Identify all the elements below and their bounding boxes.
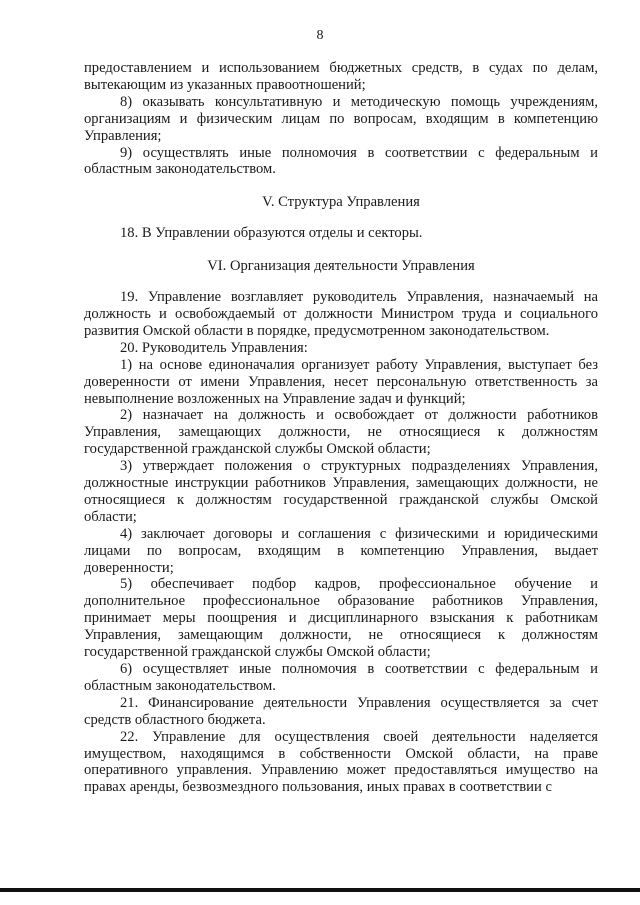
spacer — [84, 275, 598, 289]
paragraph-20-item-4: 4) заключает договоры и соглашения с физическими и юридическими лицами по вопросам, входящим в компетенцию Управления, выдает доверенности; — [84, 525, 598, 576]
paragraph-20-item-1: 1) на основе единоначалия организует работу Управления, выступает без доверенности от имени Управления, несет персональную ответственность за невыполнение возложенных на Управление задач и функций; — [84, 356, 598, 407]
spacer — [84, 211, 598, 225]
paragraph-continuation: предоставлением и использованием бюджетных средств, в судах по делам, вытекающим из указанных правоотношений; — [84, 60, 598, 93]
scan-bottom-edge — [0, 888, 640, 892]
spacer — [84, 178, 598, 194]
page-number: 8 — [316, 28, 324, 43]
paragraph-20: 20. Руководитель Управления: — [120, 339, 308, 356]
paragraph-20-item-6: 6) осуществляет иные полномочия в соответствии с федеральным и областным законодательством. — [84, 661, 598, 694]
section-heading-v: V. Структура Управления — [262, 194, 420, 211]
paragraph-19: 19. Управление возглавляет руководитель Управления, назначаемый на должность и освобождаемый от должности Министром труда и социального развития Омской области в порядке, предусмотренном законодательством. — [84, 289, 598, 339]
paragraph-item-8: 8) оказывать консультативную и методическую помощь учреждениям, организациям и физическим лицам по вопросам, входящим в компетенцию Управления; — [84, 93, 598, 144]
paragraph-20-item-2: 2) назначает на должность и освобождает от должности работников Управления, замещающих должности, не относящиеся к должностям государственной гражданской службы Омской области; — [84, 407, 598, 458]
paragraph-18: 18. В Управлении образуются отделы и секторы. — [120, 225, 423, 242]
paragraph-20-item-5: 5) обеспечивает подбор кадров, профессиональное обучение и дополнительное профессиональное образование работников Управления, принимает меры поощрения и дисциплинарного взыскания к работникам Управления, замещающим должности, не относящиеся к должностям государственной гражданской службы Омской области; — [84, 576, 598, 661]
document-body — [84, 60, 598, 796]
paragraph-21: 21. Финансирование деятельности Управления осуществляется за счет средств областного бюджета. — [84, 694, 598, 728]
paragraph-22: 22. Управление для осуществления своей деятельности наделяется имуществом, находящимся в собственности Омской области, на праве оперативного управления. Управлению может предоставляться имущество на правах аренды, безвозмездного пользования, иных правах в соответствии с — [84, 728, 598, 796]
paragraph-20-item-3: 3) утверждает положения о структурных подразделениях Управления, должностные инструкции работников Управления, замещающих должности, не относящиеся к должностям государственной гражданской службы Омской области; — [84, 458, 598, 525]
spacer — [84, 242, 598, 258]
section-heading-vi: VI. Организация деятельности Управления — [207, 258, 475, 275]
paragraph-item-9: 9) осуществлять иные полномочия в соответствии с федеральным и областным законодательством. — [84, 144, 598, 178]
